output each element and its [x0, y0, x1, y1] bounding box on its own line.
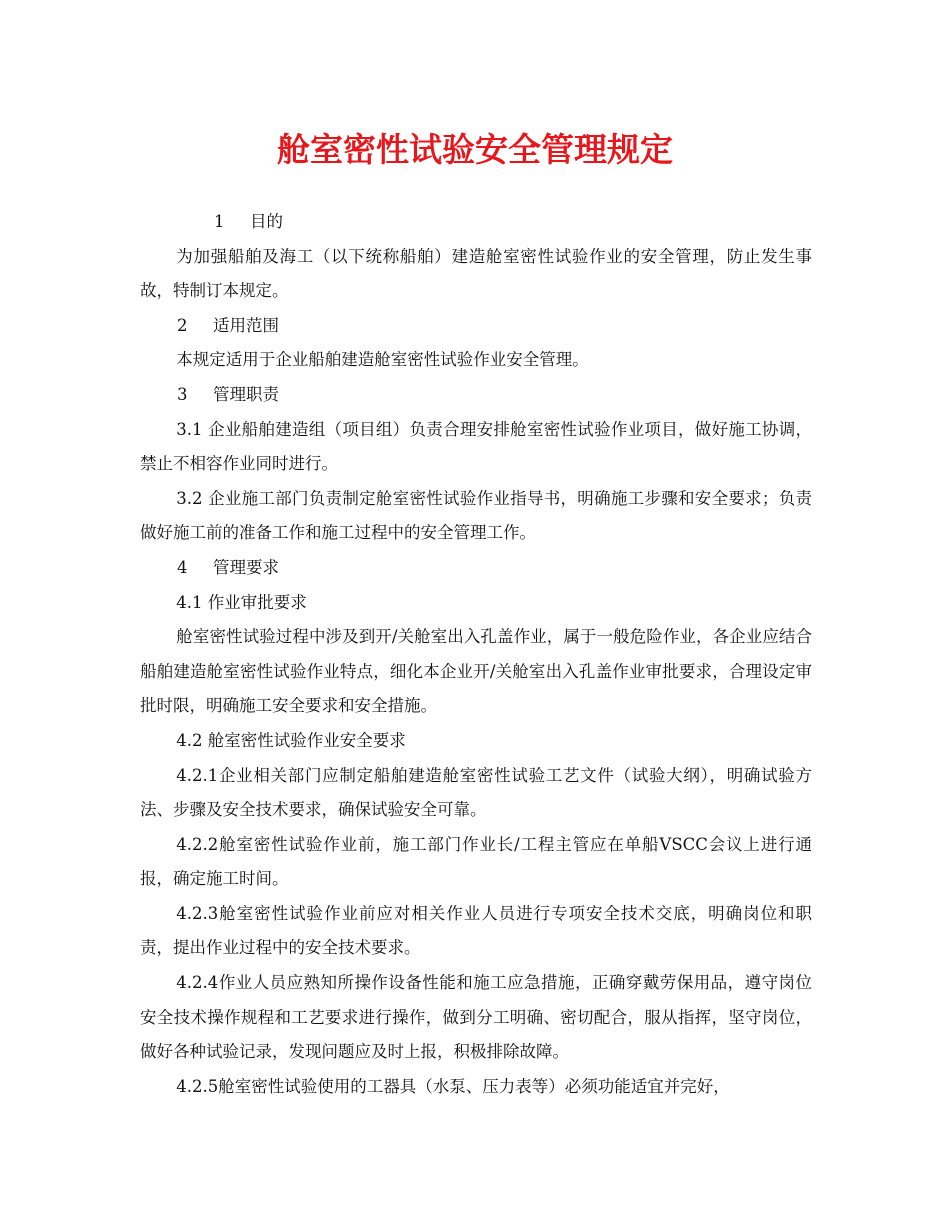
- section-title: 适用范围: [213, 315, 279, 335]
- section-heading-4: [140, 551, 812, 586]
- section-heading-2: [140, 309, 812, 344]
- paragraph: 3.1 企业船舶建造组（项目组）负责合理安排舱室密性试验作业项目，做好施工协调，禁止不相容作业同时进行。: [140, 419, 812, 474]
- paragraph: 4.2.2舱室密性试验作业前，施工部门作业长/工程主管应在单船VSCC会议上进行通报，确定施工时间。: [140, 834, 812, 889]
- subsection-heading: 4.2 舱室密性试验作业安全要求: [176, 730, 406, 750]
- document-body: [140, 205, 812, 1104]
- section-number: 3: [177, 384, 188, 404]
- section-heading-3: [140, 378, 812, 413]
- subsection-heading: 4.1 作业审批要求: [176, 592, 307, 612]
- paragraph: 为加强船舶及海工（以下统称船舶）建造舱室密性试验作业的安全管理，防止发生事故，特制订本规定。: [140, 246, 812, 301]
- section-title: 管理职责: [213, 384, 279, 404]
- section-title: 目的: [250, 212, 283, 231]
- paragraph: 舱室密性试验过程中涉及到开/关舱室出入孔盖作业，属于一般危险作业，各企业应结合船舶建造舱室密性试验作业特点，细化本企业开/关舱室出入孔盖作业审批要求，合理设定审批时限，明确施工安全要求和安全措施。: [140, 627, 812, 716]
- document-title: 舱室密性试验安全管理规定: [277, 130, 673, 169]
- paragraph: 4.2.4作业人员应熟知所操作设备性能和施工应急措施，正确穿戴劳保用品，遵守岗位安全技术操作规程和工艺要求进行操作，做到分工明确、密切配合，服从指挥，坚守岗位，做好各种试验记录，发现问题应及时上报，积极排除故障。: [140, 973, 812, 1062]
- paragraph: 4.2.1企业相关部门应制定船舶建造舱室密性试验工艺文件（试验大纲），明确试验方法、步骤及安全技术要求，确保试验安全可靠。: [140, 765, 812, 820]
- paragraph: 3.2 企业施工部门负责制定舱室密性试验作业指导书，明确施工步骤和安全要求；负责做好施工前的准备工作和施工过程中的安全管理工作。: [140, 488, 812, 543]
- paragraph: 本规定适用于企业船舶建造舱室密性试验作业安全管理。: [176, 350, 589, 370]
- section-number: 1: [214, 212, 225, 231]
- section-number: 2: [177, 315, 188, 335]
- section-number: 4: [177, 557, 188, 577]
- section-title: 管理要求: [213, 557, 279, 577]
- section-heading-1: [140, 205, 812, 240]
- paragraph: 4.2.5舱室密性试验使用的工器具（水泵、压力表等）必须功能适宜并完好，: [176, 1076, 730, 1096]
- paragraph: 4.2.3舱室密性试验作业前应对相关作业人员进行专项安全技术交底，明确岗位和职责，提出作业过程中的安全技术要求。: [140, 903, 812, 958]
